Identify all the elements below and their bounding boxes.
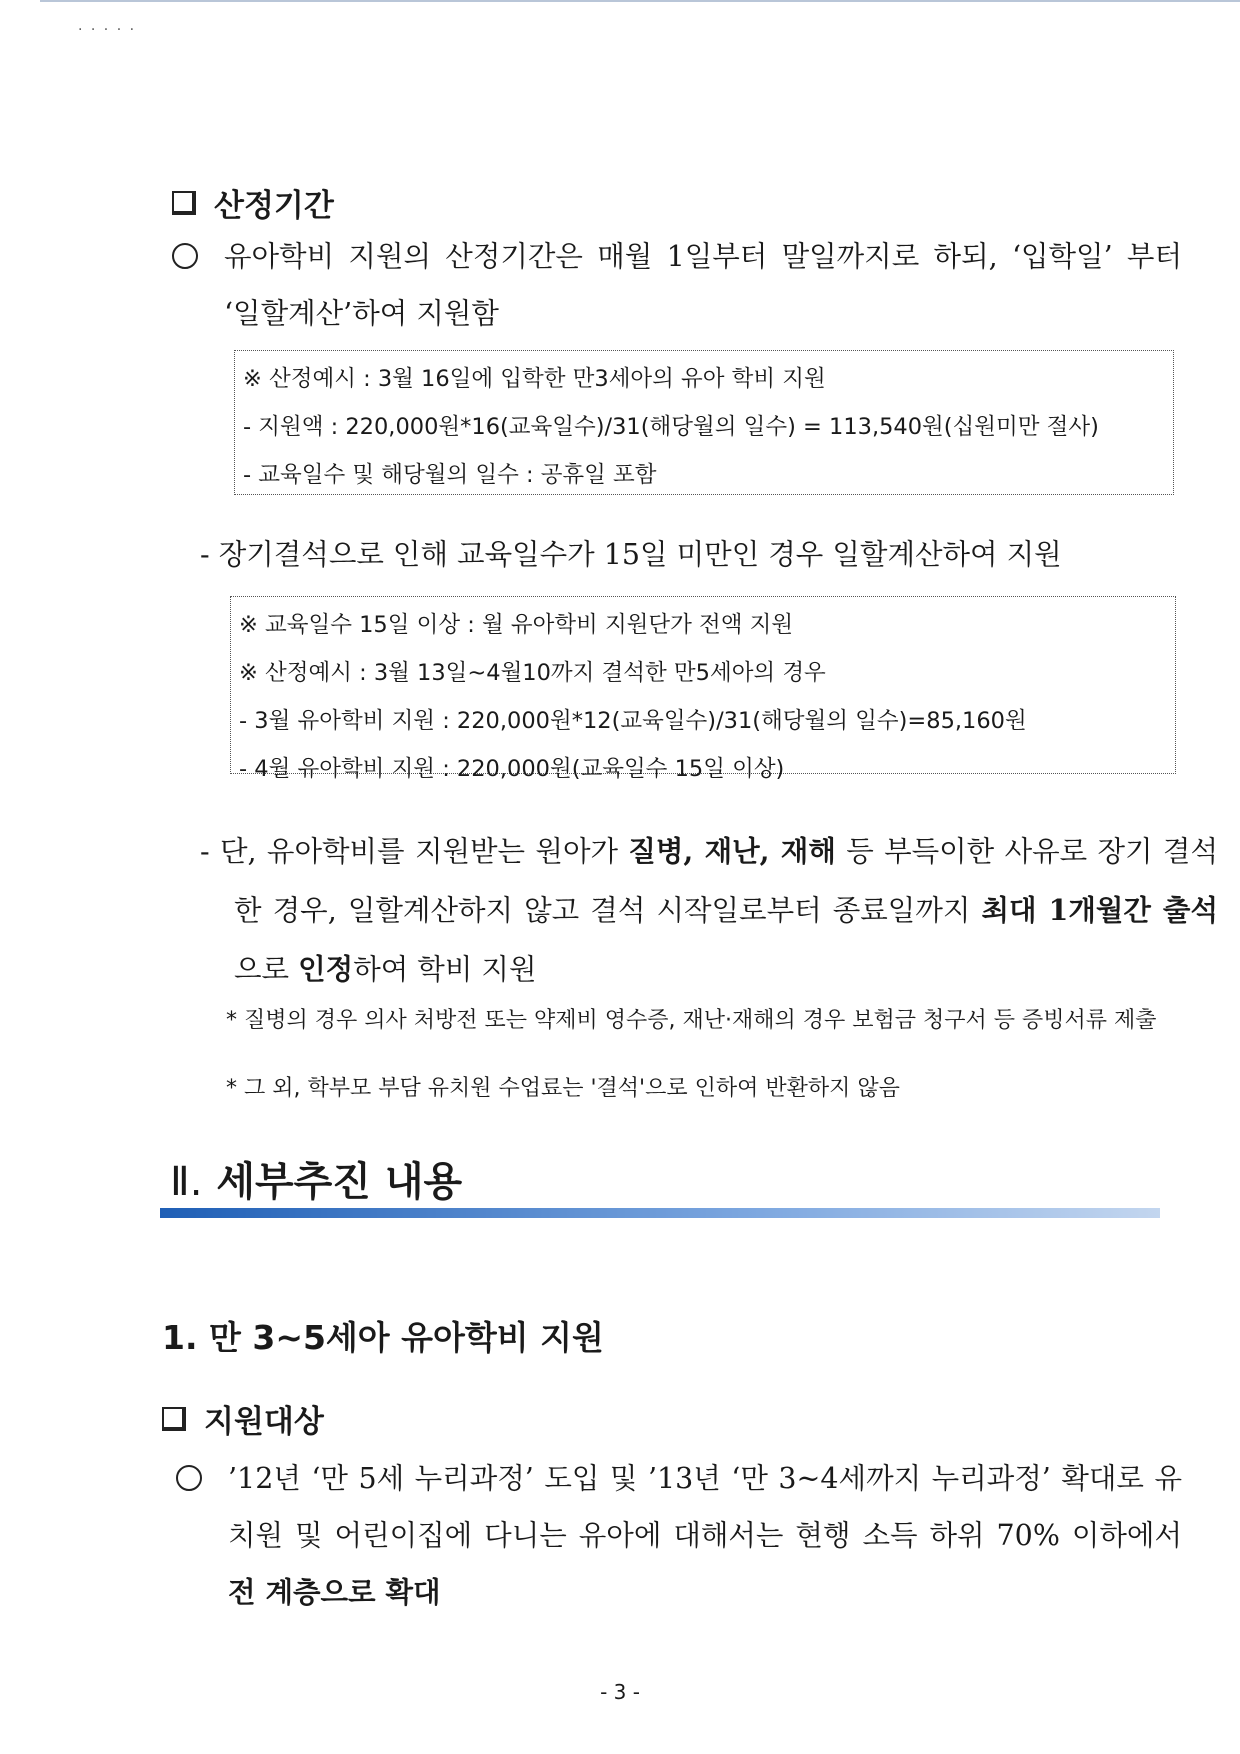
box-line: ※ 교육일수 15일 이상 : 월 유아학비 지원단가 전액 지원 [239, 612, 794, 638]
section-heading-period [172, 180, 334, 225]
dash-item-exception: - 단, 유아학비를 지원받는 원아가 질병, 재난, 재해 등 부득이한 사유로 장기 결석한 경우, 일할계산하지 않고 결석 시작일로부터 종료일까지 최대 1개월간 출석으로 인정하여 학비 지원 [200, 834, 1218, 986]
corner-marks: · · · · · [78, 22, 137, 38]
footnote-tuition: * 그 외, 학부모 부담 유치원 수업료는 '결석'으로 인하여 반환하지 않음 [226, 1076, 900, 1101]
chapter-underline-bar [160, 1208, 1160, 1218]
box-line: - 3월 유아학비 지원 : 220,000원*12(교육일수)/31(해당월의 일수)=85,160원 [239, 708, 1027, 734]
example-box-1 [234, 350, 1174, 495]
checkbox-square-icon [162, 1407, 186, 1431]
box-line: - 교육일수 및 해당월의 일수 : 공휴일 포함 [243, 462, 657, 488]
circle-bullet-icon [172, 243, 198, 269]
top-rule [40, 0, 1240, 2]
section-title: 산정기간 [214, 188, 334, 224]
circle-bullet-icon [176, 1465, 202, 1491]
chapter-title: 세부추진 내용 [216, 1159, 463, 1205]
box-line: - 4월 유아학비 지원 : 220,000원(교육일수 15일 이상) [239, 756, 785, 782]
box-line: - 지원액 : 220,000원*16(교육일수)/31(해당월의 일수) = 113,540원(십원미만 절사) [243, 414, 1099, 440]
box-line: ※ 산정예시 : 3월 16일에 입학한 만3세아의 유아 학비 지원 [243, 366, 826, 392]
dash-item-long-absence: - 장기결석으로 인해 교육일수가 15일 미만인 경우 일할계산하여 지원 [200, 538, 1062, 571]
page-number: - 3 - [600, 1680, 640, 1704]
chapter-number: Ⅱ. [170, 1159, 203, 1205]
box-line: ※ 산정예시 : 3월 13일~4월10까지 결석한 만5세아의 경우 [239, 660, 826, 686]
chapter-heading [170, 1150, 462, 1207]
checkbox-square-icon [172, 191, 196, 215]
section-title: 지원대상 [204, 1404, 324, 1440]
paragraph-target: ’12년 ‘만 5세 누리과정’ 도입 및 ’13년 ‘만 3~4세까지 누리과정’ 확대로 유치원 및 어린이집에 다니는 유아에 대해서는 현행 소득 하위 70% 이하에서 전 계층으로 확대 [176, 1450, 1182, 1621]
example-box-2 [230, 596, 1176, 782]
paragraph-period: 유아학비 지원의 산정기간은 매월 1일부터 말일까지로 하되, ‘입학일’ 부터 ‘일할계산’하여 지원함 [172, 228, 1182, 342]
subsection-heading: 1. 만 3~5세아 유아학비 지원 [162, 1318, 604, 1357]
footnote-evidence: * 질병의 경우 의사 처방전 또는 약제비 영수증, 재난·재해의 경우 보험금 청구서 등 증빙서류 제출 [226, 1008, 1157, 1033]
section-heading-target [162, 1396, 324, 1441]
